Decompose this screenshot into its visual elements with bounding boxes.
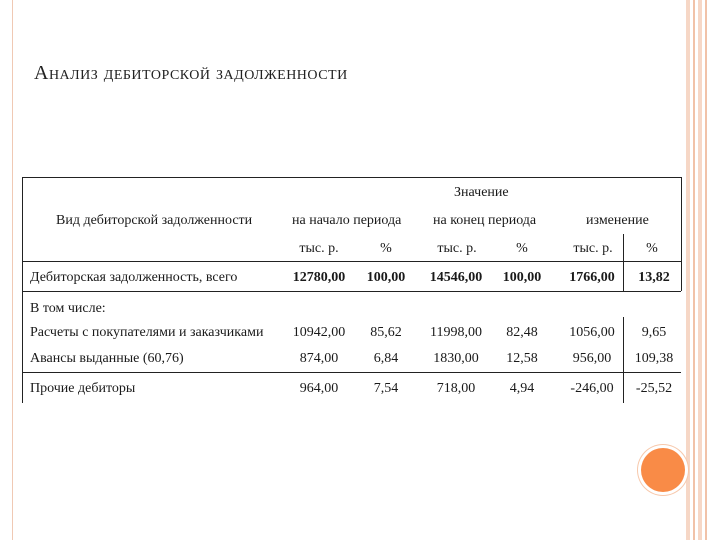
table-cell: 6,84	[373, 351, 399, 366]
table-cell: 11998,00	[430, 325, 482, 340]
table-cell: 9,65	[641, 325, 667, 340]
table-cell: 10942,00	[292, 325, 346, 340]
row-label: В том числе:	[30, 301, 106, 316]
header-unit: %	[646, 241, 658, 256]
table-cell: 874,00	[299, 351, 339, 366]
table-cell: 1830,00	[433, 351, 479, 366]
row-label: Прочие дебиторы	[30, 381, 136, 396]
table-cell: 964,00	[299, 381, 339, 396]
decorative-circle	[641, 448, 685, 492]
table-cell: 100,00	[502, 270, 542, 285]
table-cell: 100,00	[366, 270, 406, 285]
header-unit: тыс. р.	[299, 241, 339, 256]
table-cell: 4,94	[509, 381, 535, 396]
header-unit: тыс. р.	[437, 241, 477, 256]
row-label: Дебиторская задолженность, всего	[30, 270, 238, 285]
table-cell: 7,54	[373, 381, 399, 396]
header-period-end: на конец периода	[433, 213, 537, 228]
table-cell: 1056,00	[569, 325, 615, 340]
table-cell: 14546,00	[429, 270, 483, 285]
page-title: Анализ дебиторской задолженности	[34, 62, 348, 84]
table-cell: 109,38	[634, 351, 674, 366]
header-unit: %	[516, 241, 528, 256]
table-cell: 12,58	[506, 351, 538, 366]
table-cell: 956,00	[572, 351, 612, 366]
table-cell: -25,52	[635, 381, 673, 396]
table-cell: 12780,00	[292, 270, 346, 285]
header-group: Значение	[454, 185, 509, 200]
table-cell: 718,00	[436, 381, 476, 396]
header-unit: %	[380, 241, 392, 256]
table-cell: 82,48	[506, 325, 538, 340]
header-period-change: изменение	[586, 213, 649, 228]
table-cell: 85,62	[370, 325, 402, 340]
header-row-label: Вид дебиторской задолженности	[56, 213, 253, 228]
header-unit: тыс. р.	[573, 241, 613, 256]
header-period-start: на начало периода	[292, 213, 402, 228]
row-label: Расчеты с покупателями и заказчиками	[30, 325, 264, 340]
table-cell: 1766,00	[569, 270, 615, 285]
table-cell: -246,00	[570, 381, 614, 396]
table-cell: 13,82	[638, 270, 670, 285]
row-label: Авансы выданные (60,76)	[30, 351, 184, 366]
